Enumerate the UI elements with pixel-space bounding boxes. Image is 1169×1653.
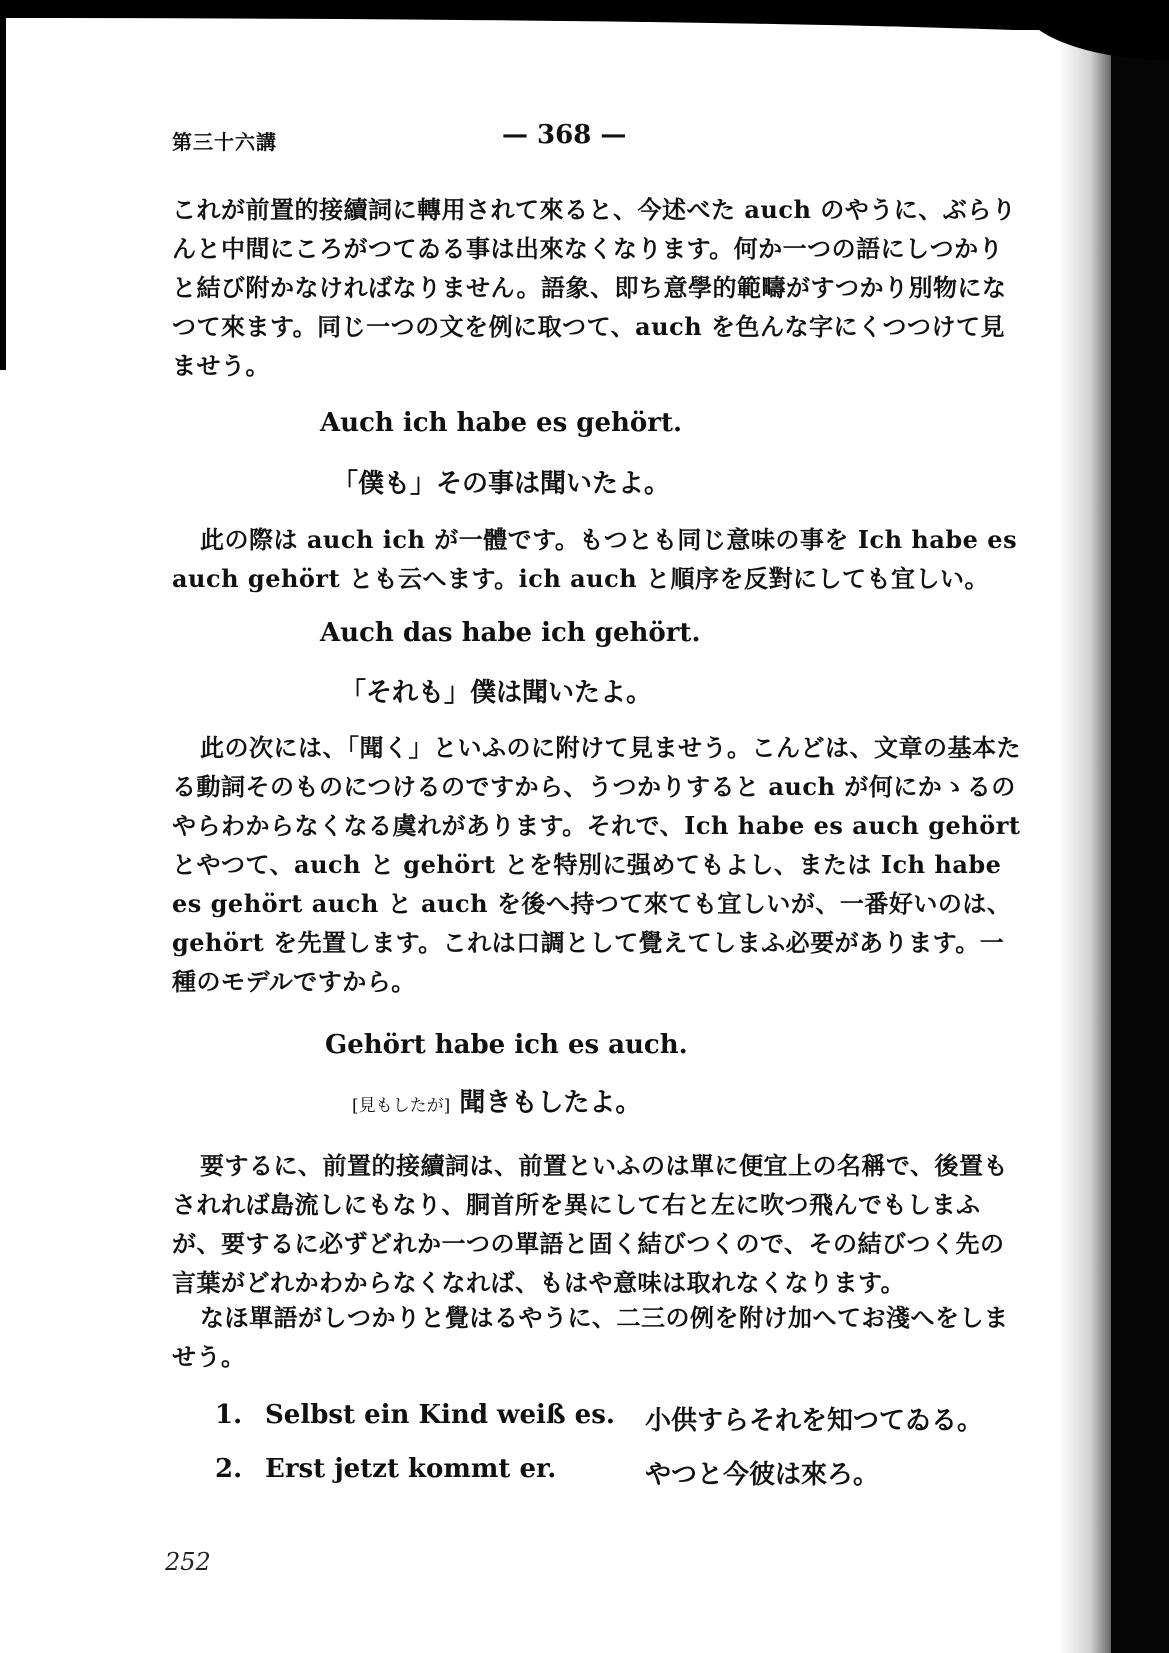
list-item-japanese: 小供すらそれを知つてゐる。: [645, 1406, 984, 1436]
list-item-japanese: やつと今彼は來ろ。: [645, 1460, 880, 1490]
list-item-number: 2.: [215, 1454, 243, 1484]
paragraph-3: 此の次には、「聞く」といふのに附けて見ませう。こんどは、文章の基本たる動詞そのものにつけるのですから、うつかりすると auch が何にかゝるのやらわからなくなる虞れがあります。それで、Ich habe es auch gehört とやつて、auch と gehört とを特別に强めてもよし、または Ich habe es gehört auch と auch を後へ持つて來ても宜しいが、一番好いのは、gehört を先置します。これは口調として覺えてしまふ必要があります。一種のモデルですから。: [172, 733, 1021, 996]
scan-left-border: [0, 0, 6, 370]
example-1-japanese: 「僕も」その事は聞いたよ。: [332, 469, 671, 499]
list-item: [215, 1454, 1015, 1494]
list-item: [215, 1400, 1015, 1440]
page-number-footer: 252: [165, 1548, 211, 1576]
example-2-japanese: 「それも」僕は聞いたよ。: [340, 678, 653, 708]
example-3-german: Gehört habe ich es auch.: [325, 1030, 688, 1060]
example-3-japanese: [352, 1082, 641, 1119]
paragraph-5: なほ單語がしつかりと覺はるやうに、二三の例を附け加へてお淺へをしませう。: [172, 1303, 1009, 1371]
scan-right-border: [1111, 0, 1169, 1653]
paragraph-4: 要するに、前置的接續詞は、前置といふのは單に便宜上の名稱で、後置もされれば島流しにもなり、胴首所を異にして右と左に吹つ飛んでもしまふが、要するに必ずどれか一つの單語と固く結びつくので、その結びつく先の言葉がどれかわからなくなれば、もはや意味は取れなくなります。: [172, 1151, 1009, 1297]
example-1-german: Auch ich habe es gehört.: [320, 408, 683, 438]
example-3-japanese-note: [見もしたが]: [352, 1096, 451, 1116]
paragraph-1: これが前置的接續詞に轉用されて來ると、今述べた auch のやうに、ぶらりんと中間にころがつてゐる事は出來なくなります。何か一つの語にしつかりと結び附かなければなりません。語象、即ち意學的範疇がすつかり別物になつて來ます。同じ一つの文を例に取つて、auch を色んな字にくつつけて見ませう。: [172, 195, 1017, 380]
paragraph-2: 此の際は auch ich が一體です。もつとも同じ意味の事を Ich habe es auch gehört とも云へます。ich auch と順序を反對にしても宜しい。: [172, 525, 1018, 593]
chapter-title: 第三十六講: [172, 130, 277, 154]
scan-right-corner: [1019, 0, 1169, 60]
list-item-number: 1.: [215, 1400, 243, 1430]
page-header: [172, 120, 992, 156]
list-item-german: Erst jetzt kommt er.: [265, 1454, 557, 1484]
page-number-header: — 368 —: [502, 120, 627, 150]
list-item-german: Selbst ein Kind weiß es.: [265, 1400, 615, 1430]
example-3-japanese-main: 聞きもしたよ。: [450, 1088, 642, 1118]
example-2-german: Auch das habe ich gehört.: [320, 618, 701, 648]
